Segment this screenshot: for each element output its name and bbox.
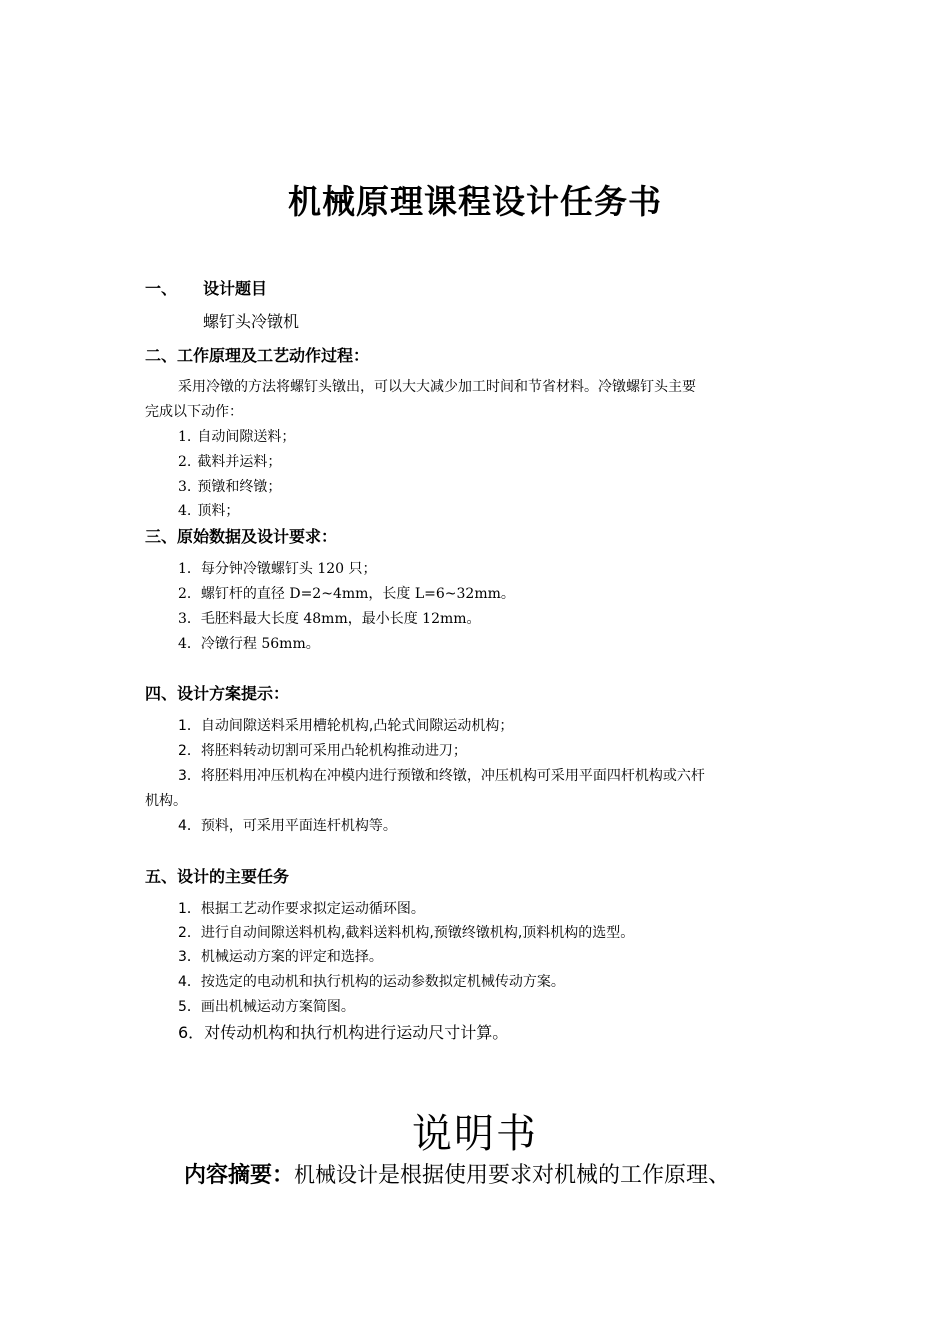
list-item (178, 500, 239, 520)
list-item (178, 740, 467, 760)
manual-title: 说明书 (412, 1111, 538, 1157)
list-item (178, 996, 355, 1016)
list-item-number: 5． (178, 999, 201, 1015)
list-item-continuation (145, 790, 187, 810)
section-2-heading: 二、工作原理及工艺动作过程： (145, 346, 370, 365)
list-item (178, 426, 295, 446)
page-title: 机械原理课程设计任务书 (288, 182, 662, 221)
list-item-text: 将胚料用冲压机构在冲模内进行预镦和终镦，冲压机构可采用平面四杆机构或六杆 (200, 768, 705, 784)
list-item-text: 对传动机构和执行机构进行运动尺寸计算。 (204, 1023, 509, 1042)
list-item-number: 3． (178, 768, 201, 784)
list-item (178, 476, 281, 496)
list-item-text: 根据工艺动作要求拟定运动循环图。 (200, 901, 425, 917)
list-item-text: 按选定的电动机和执行机构的运动参数拟定机械传动方案。 (200, 974, 565, 990)
list-item (178, 971, 565, 991)
list-item: 3．毛胚料最大长度 48mm，最小长度 12mm。 (178, 611, 481, 627)
list-item (178, 946, 383, 966)
list-item (178, 1020, 508, 1043)
section-2-paragraph-line-2: 完成以下动作： (145, 404, 243, 420)
list-item-number: 4. (178, 503, 192, 519)
list-item (178, 765, 705, 785)
list-item-text: 将胚料转动切割可采用凸轮机构推动进刀； (200, 743, 467, 759)
list-item-text: 自动间隙送料； (197, 429, 296, 445)
list-item-text: 自动间隙送料采用槽轮机构,凸轮式间隙运动机构； (200, 718, 514, 734)
section-5-heading: 五、设计的主要任务 (145, 867, 290, 886)
list-item-number: 3． (178, 949, 201, 965)
abstract-text-serif: 机械设计 (294, 1163, 379, 1187)
list-item-text: 机械运动方案的评定和选择。 (200, 949, 383, 965)
list-item: 1．每分钟冷镦螺钉头 120 只； (178, 561, 377, 577)
list-item-text: 进行自动间隙送料机构,截料送料机构,预镦终镦机构,顶料机构的选型。 (200, 925, 635, 941)
list-item-number: 1． (178, 901, 201, 917)
list-item: 2．螺钉杆的直径 D=2~4mm，长度 L=6~32mm。 (178, 586, 515, 602)
list-item-number: 6． (178, 1023, 205, 1042)
list-item-text: 画出机械运动方案简图。 (200, 999, 355, 1015)
list-item-number: 1． (178, 718, 201, 734)
list-item-number: 2. (178, 454, 192, 470)
section-1-number: 一、 (145, 279, 178, 298)
list-item: 4．冷镦行程 56mm。 (178, 636, 320, 652)
abstract-text: 是根据使用要求对机械的工作原理、 (378, 1163, 731, 1188)
list-item-text: 顶料； (197, 503, 240, 519)
list-item (178, 922, 634, 942)
list-item-text: 预料，可采用平面连杆机构等。 (200, 818, 397, 834)
list-item-text: 预镦和终镦； (197, 479, 282, 495)
list-item (178, 898, 425, 918)
list-item-number: 2． (178, 925, 201, 941)
section-1-content: 螺钉头冷镦机 (203, 312, 300, 331)
list-item-number: 4． (178, 974, 201, 990)
list-item-number: 4． (178, 818, 201, 834)
abstract-line (184, 1158, 730, 1189)
section-1-heading: 设计题目 (203, 279, 268, 298)
section-4-heading: 四、设计方案提示： (145, 684, 290, 703)
section-3-heading: 三、原始数据及设计要求： (145, 527, 338, 546)
section-2-paragraph-line-1: 采用冷镦的方法将螺钉头镦出，可以大大减少加工时间和节省材料。冷镦螺钉头主要 (178, 379, 696, 395)
abstract-label: 内容摘要： (184, 1163, 295, 1188)
list-item-text: 机构。 (145, 793, 187, 809)
list-item-number: 1. (178, 429, 192, 445)
list-item (178, 715, 513, 735)
list-item (178, 451, 281, 471)
list-item-number: 2． (178, 743, 201, 759)
list-item-text: 截料并运料； (197, 454, 282, 470)
list-item-number: 3. (178, 479, 192, 495)
list-item (178, 815, 397, 835)
